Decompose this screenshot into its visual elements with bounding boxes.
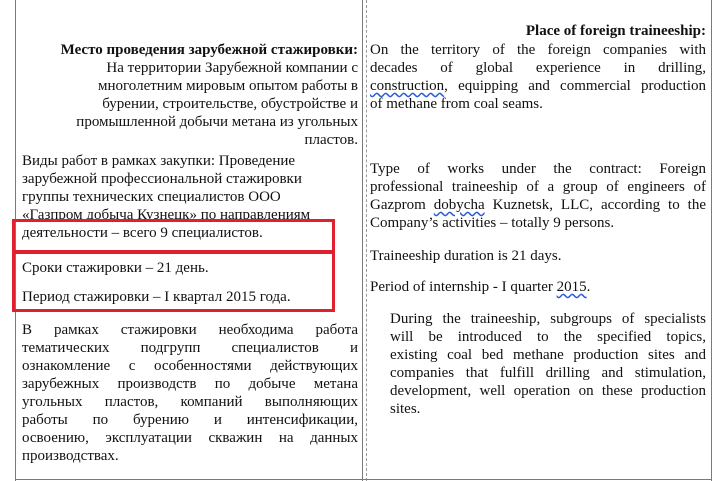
period-en: Period of internship - I quarter 2015. [370,279,591,295]
works-text-ru: Виды работ в рамках закупки: Проведение зарубежной профессиональной стажировки группы технических специалистов ООО «Газпром добыча Кузнецк» по направлениям деятельности – всего 9 специалистов. [22,153,311,241]
location-heading-en: Place of foreign traineeship: [525,23,706,39]
highlight-box-duration-period [12,250,335,312]
location-text-ru: На территории Зарубежной компании с многолетним мировым опытом работы в бурении, строительстве, обустройстве и промышленной добычи метана из угольных пластов. [76,60,358,148]
column-divider-dashed [366,0,368,481]
duration-ru: Сроки стажировки – 21 день. [22,260,209,276]
highlight-box-specialists [12,219,335,254]
column-divider [362,0,363,481]
works-text-en: Type of works under the contract: Foreign professional traineeship of a group of engineers of Gazprom dobycha Kuznetsk, LLC, according to the Company’s activities – totally 9 persons. [370,161,706,231]
period-ru: Период стажировки – I квартал 2015 года. [22,289,291,305]
duration-en: Traineeship duration is 21 days. [370,248,562,264]
program-text-en: During the traineeship, subgroups of specialists will be introduced to the specified topics, existing coal bed methane production sites and companies that fulfill drilling and stimulation, development, well operation on these production sites. [390,311,706,417]
program-text-ru: В рамках стажировки необходима работа тематических подгрупп специалистов и ознакомление с особенностями действующих зарубежных производств по добыче метана угольных пластов, компаний выполняющих работы по бурению и интенсификации, освоению, эксплуатации скважин на данных производствах. [22,322,358,464]
table-border-right [711,0,712,481]
location-text-en: On the territory of the foreign companies with decades of global experience in drilling, construction, equipping and commercial production of methane from coal seams. [370,42,706,112]
table-border-bottom [15,479,712,480]
location-heading-ru: Место проведения зарубежной стажировки: [60,42,358,58]
